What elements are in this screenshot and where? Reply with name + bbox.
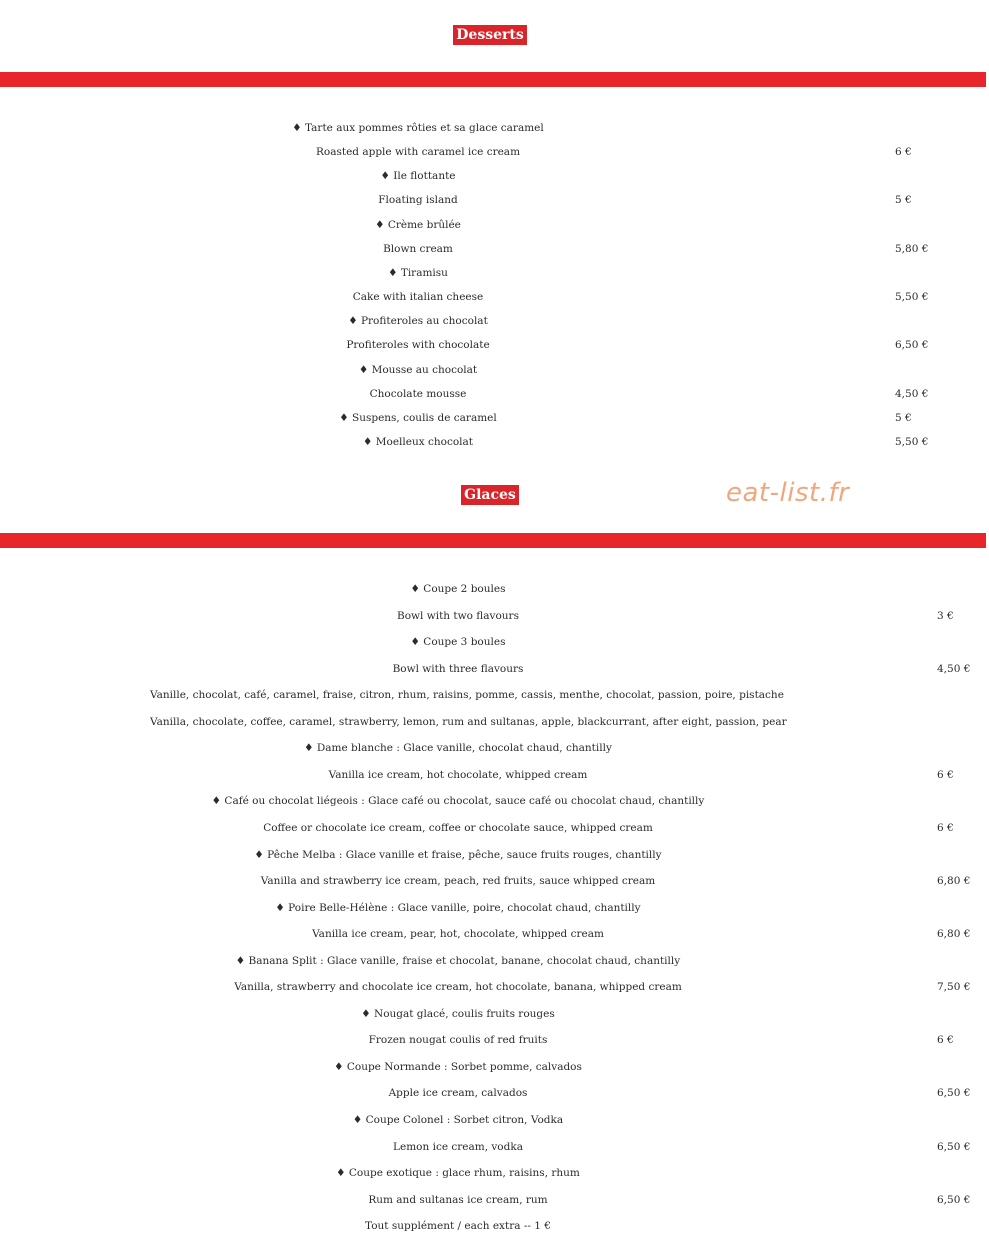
menu-item-text: ♦ Dame blanche : Glace vanille, chocolat chaud, chantilly — [304, 742, 612, 755]
menu-item — [0, 119, 989, 137]
menu-item-text: ♦ Nougat glacé, coulis fruits rouges — [361, 1007, 555, 1020]
menu-item-text: Bowl with three flavours — [392, 662, 524, 675]
menu-item — [0, 1084, 989, 1102]
watermark-logo: eat-list.fr — [726, 478, 850, 508]
menu-item — [0, 952, 989, 970]
menu-item — [0, 1031, 989, 1049]
menu-item — [0, 978, 989, 996]
menu-item — [0, 633, 989, 651]
menu-item-text: Floating island — [378, 194, 458, 207]
desserts-heading — [0, 24, 980, 45]
menu-item-text: ♦ Coupe Colonel : Sorbet citron, Vodka — [352, 1114, 564, 1126]
menu-item — [0, 1111, 989, 1129]
menu-item-text: Vanilla ice cream, pear, hot, chocolate, whipped cream — [312, 928, 604, 941]
menu-item-price: 5 € — [895, 194, 912, 207]
menu-item-text: ♦ Mousse au chocolat — [358, 363, 478, 376]
menu-item — [0, 1005, 989, 1023]
menu-item-text: ♦ Coupe 3 boules — [410, 636, 506, 649]
menu-item — [0, 686, 989, 704]
menu-item — [0, 191, 989, 209]
glaces-title: Glaces — [461, 485, 519, 505]
menu-item-price: 7,50 € — [937, 981, 971, 994]
menu-item-price: 6 € — [895, 146, 912, 159]
menu-item — [0, 1138, 989, 1156]
menu-item-text: ♦ Poire Belle-Hélène : Glace vanille, poire, chocolat chaud, chantilly — [275, 901, 641, 914]
menu-item-text: Cake with italian cheese — [352, 291, 484, 304]
menu-item-text: ♦ Crème brûlée — [375, 218, 461, 231]
menu-item-text: ♦ Profiteroles au chocolat — [348, 315, 488, 328]
menu-item-text: ♦ Pêche Melba : Glace vanille et fraise, pêche, sauce fruits rouges, chantilly — [254, 848, 662, 861]
menu-item — [0, 312, 989, 330]
menu-item — [0, 288, 989, 306]
menu-item — [0, 143, 989, 161]
menu-item-price: 5,50 € — [895, 291, 929, 304]
menu-item-text: Profiteroles with chocolate — [346, 339, 490, 352]
glaces-divider-bar — [0, 533, 986, 548]
menu-item-price: 6,50 € — [895, 339, 929, 352]
menu-item — [0, 167, 989, 185]
menu-item-text: Blown cream — [383, 242, 453, 255]
menu-item-text: Vanilla, chocolate, coffee, caramel, strawberry, lemon, rum and sultanas, apple, blackcurrant, after eight, passion, pear — [150, 715, 787, 728]
menu-item-text: Frozen nougat coulis of red fruits — [368, 1034, 548, 1047]
menu-item — [0, 846, 989, 864]
menu-item — [0, 385, 989, 403]
menu-item-text: Roasted apple with caramel ice cream — [315, 146, 521, 159]
menu-item — [0, 216, 989, 234]
menu-item — [0, 792, 989, 810]
menu-item — [0, 766, 989, 784]
menu-item-price: 3 € — [937, 609, 954, 622]
menu-item-text: ♦ Banana Split : Glace vanille, fraise et chocolat, banane, chocolat chaud, chantilly — [235, 954, 681, 967]
menu-item — [0, 361, 989, 379]
menu-item-text: Chocolate mousse — [369, 387, 467, 400]
menu-item-text: Vanilla ice cream, hot chocolate, whipped cream — [328, 768, 588, 781]
menu-item-price: 4,50 € — [937, 662, 971, 675]
menu-item-text: ♦ Tarte aux pommes rôties et sa glace caramel — [292, 122, 544, 134]
menu-item — [0, 409, 989, 427]
menu-item-text: Apple ice cream, calvados — [388, 1087, 528, 1100]
menu-item — [0, 1164, 989, 1182]
menu-item-price: 5 € — [895, 411, 912, 424]
menu-item-price: 6 € — [937, 1034, 954, 1047]
menu-item-text: Tout supplément / each extra -- 1 € — [365, 1220, 551, 1233]
menu-item-text: Vanilla, strawberry and chocolate ice cream, hot chocolate, banana, whipped cream — [234, 981, 682, 994]
menu-item — [0, 713, 989, 731]
menu-item-text: ♦ Moelleux chocolat — [363, 435, 473, 448]
menu-item-text: ♦ Tiramisu — [388, 266, 448, 279]
menu-item-text: ♦ Suspens, coulis de caramel — [339, 411, 497, 424]
menu-item-price: 6,50 € — [937, 1087, 971, 1100]
menu-item — [0, 264, 989, 282]
menu-item — [0, 607, 989, 625]
desserts-title: Desserts — [453, 25, 526, 45]
menu-item — [0, 899, 989, 917]
menu-item — [0, 1058, 989, 1076]
menu-item-price: 5,50 € — [895, 435, 929, 448]
menu-item-price: 6 € — [937, 821, 954, 834]
menu-item-price: 6 € — [937, 768, 954, 781]
menu-item — [0, 819, 989, 837]
menu-item — [0, 336, 989, 354]
menu-item — [0, 240, 989, 258]
menu-item-price: 6,50 € — [937, 1140, 971, 1153]
menu-item-text: Vanille, chocolat, café, caramel, fraise, citron, rhum, raisins, pomme, cassis, menthe, chocolat, passion, poire, pistache — [150, 689, 784, 702]
menu-item-text: ♦ Coupe 2 boules — [410, 583, 506, 595]
menu-item-text: Lemon ice cream, vodka — [393, 1140, 523, 1153]
menu-item-text: Bowl with two flavours — [397, 609, 519, 622]
menu-item-price: 4,50 € — [895, 387, 929, 400]
desserts-divider-bar — [0, 72, 986, 87]
menu-item — [0, 660, 989, 678]
menu-item-price: 5,80 € — [895, 242, 929, 255]
menu-item-price: 6,50 € — [937, 1193, 971, 1206]
menu-item-text: Vanilla and strawberry ice cream, peach, red fruits, sauce whipped cream — [260, 875, 656, 888]
menu-item — [0, 433, 989, 451]
menu-item-text: ♦ Coupe Normande : Sorbet pomme, calvados — [334, 1060, 582, 1073]
menu-item-text: Coffee or chocolate ice cream, coffee or chocolate sauce, whipped cream — [263, 821, 653, 834]
menu-item — [0, 580, 989, 598]
menu-item — [0, 925, 989, 943]
menu-item-text: ♦ Café ou chocolat liégeois : Glace café ou chocolat, sauce café ou chocolat chaud, chantilly — [211, 795, 705, 808]
menu-item-text: Rum and sultanas ice cream, rum — [368, 1193, 548, 1206]
menu-item-text: ♦ Coupe exotique : glace rhum, raisins, rhum — [336, 1167, 580, 1180]
menu-item-text: ♦ Ile flottante — [380, 170, 456, 183]
menu-item — [0, 1191, 989, 1209]
menu-item-price: 6,80 € — [937, 875, 971, 888]
menu-item — [0, 739, 989, 757]
menu-item — [0, 1217, 989, 1235]
menu-item — [0, 872, 989, 890]
menu-item-price: 6,80 € — [937, 928, 971, 941]
